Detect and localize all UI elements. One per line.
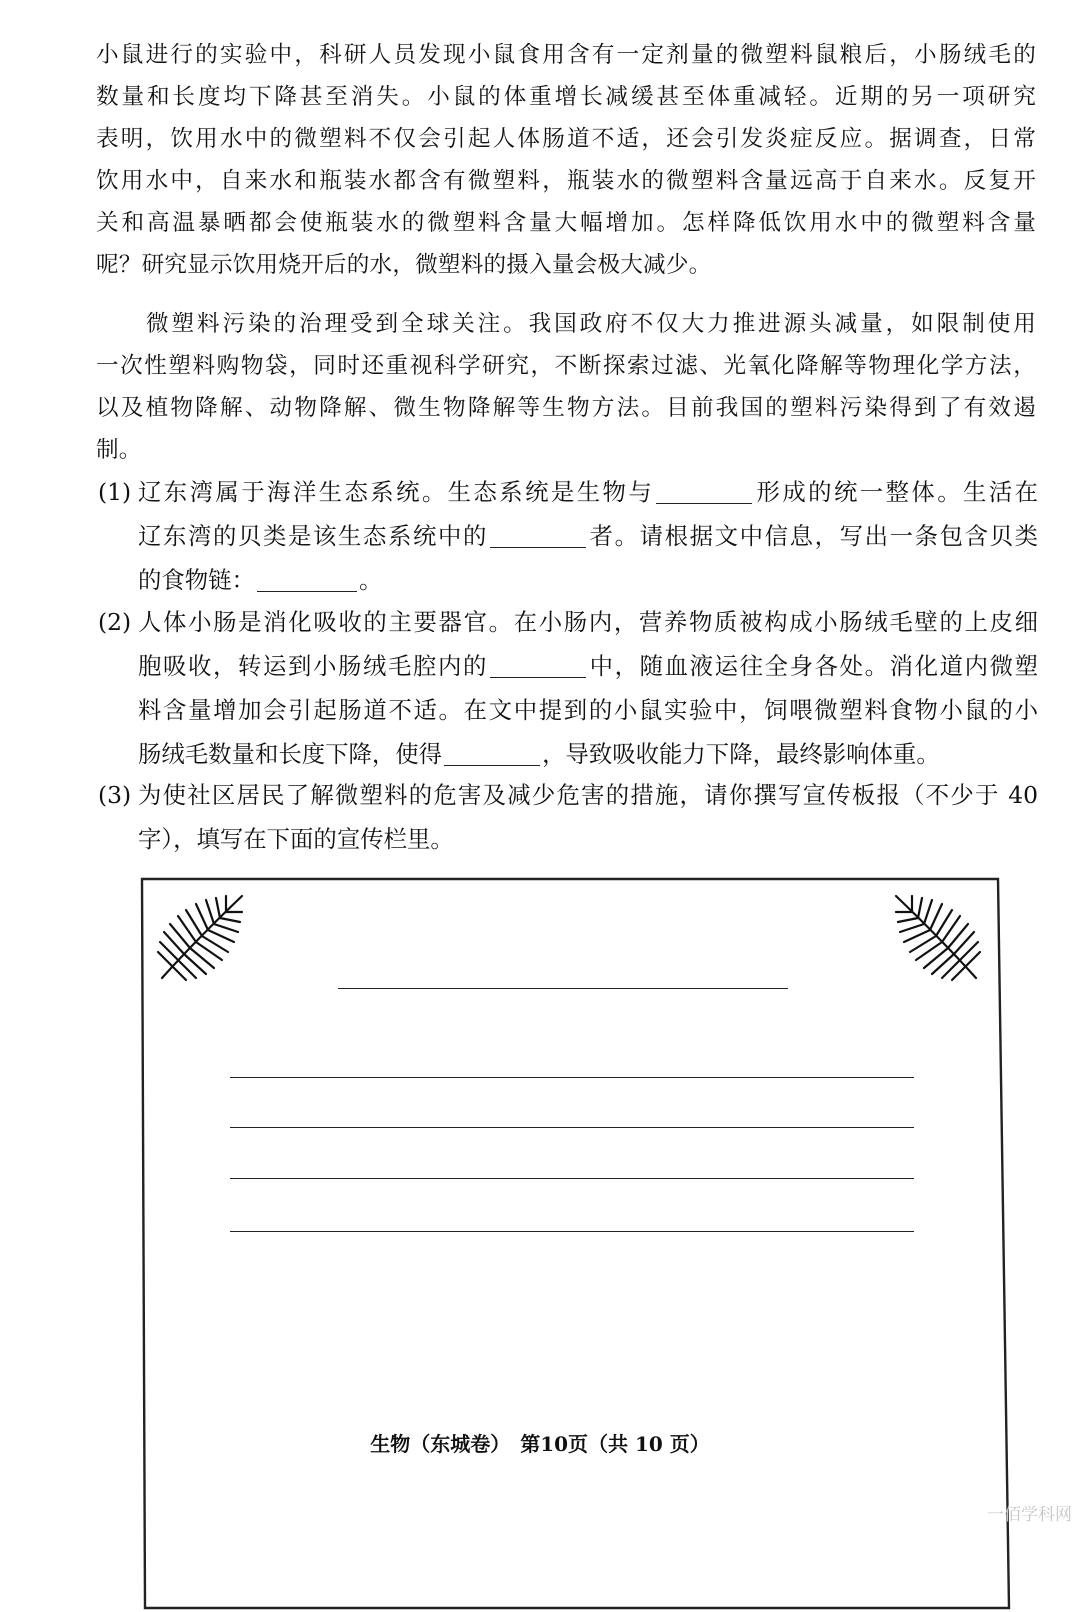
question-text: 。: [358, 566, 383, 594]
text-line: 关和高温暴晒都会使瓶装水的微塑料含量大幅增加。怎样降低饮用水中的微塑料含量: [96, 210, 1036, 236]
question-number: (1): [98, 478, 132, 506]
board-title-line[interactable]: [338, 988, 788, 989]
passage-paragraph-1: [96, 34, 1036, 286]
question-2: [98, 600, 1038, 776]
question-text: 中，随血液运往全身各处。消化道内微塑: [588, 652, 1038, 680]
question-text: 肠绒毛数量和长度下降，使得: [138, 740, 443, 768]
question-text: 胞吸收，转运到小肠绒毛腔内的: [138, 652, 488, 680]
text-line: 微塑料污染的治理受到全球关注。我国政府不仅大力推进源头减量，如限制使用: [146, 311, 1036, 337]
text-line: 制。: [96, 437, 142, 463]
board-writing-line[interactable]: [230, 1231, 914, 1232]
board-writing-line[interactable]: [230, 1178, 914, 1179]
answer-blank[interactable]: [257, 567, 357, 592]
question-text: 为使社区居民了解微塑料的危害及减少危害的措施，请你撰写宣传板报（不少于 40: [138, 781, 1038, 809]
palm-leaf-left-icon: [150, 886, 250, 986]
text-line: 呢？研究显示饮用烧开后的水，微塑料的摄入量会极大减少。: [96, 252, 712, 278]
question-text: ，导致吸收能力下降，最终影响体重。: [542, 740, 940, 768]
board-writing-line[interactable]: [230, 1127, 914, 1128]
question-1: [98, 470, 1038, 602]
text-line: 数量和长度均下降甚至消失。小鼠的体重增长减缓甚至体重减轻。近期的另一项研究: [96, 84, 1036, 110]
watermark: 一佰学科网: [987, 1505, 1072, 1525]
board-writing-line[interactable]: [230, 1077, 914, 1078]
question-text: 辽东湾属于海洋生态系统。生态系统是生物与: [138, 478, 655, 506]
question-text: 形成的统一整体。生活在: [754, 478, 1039, 506]
question-number: (3): [98, 781, 132, 809]
answer-blank[interactable]: [490, 653, 586, 678]
question-number: (2): [98, 608, 132, 636]
question-text: 字），填写在下面的宣传栏里。: [138, 825, 454, 853]
palm-leaf-right-icon: [888, 886, 988, 986]
answer-blank[interactable]: [444, 741, 540, 766]
question-text: 辽东湾的贝类是该生态系统中的: [138, 522, 488, 550]
page-footer: 生物（东城卷） 第10页（共 10 页）: [370, 1432, 710, 1456]
passage-paragraph-2: [96, 303, 1036, 471]
question-3: [98, 773, 1038, 861]
answer-blank[interactable]: [490, 523, 586, 548]
text-line: 表明，饮用水中的微塑料不仅会引起人体肠道不适，还会引发炎症反应。据调查，日常: [96, 126, 1036, 152]
question-text: 者。请根据文中信息，写出一条包含贝类: [588, 522, 1038, 550]
text-line: 以及植物降解、动物降解、微生物降解等生物方法。目前我国的塑料污染得到了有效遏: [96, 395, 1036, 421]
question-text: 的食物链：: [138, 566, 255, 594]
publicity-board: [140, 876, 1012, 1612]
question-text: 料含量增加会引起肠道不适。在文中提到的小鼠实验中，饲喂微塑料食物小鼠的小: [138, 696, 1038, 724]
text-line: 一次性塑料购物袋，同时还重视科学研究，不断探索过滤、光氧化降解等物理化学方法，: [96, 353, 1036, 379]
text-line: 小鼠进行的实验中，科研人员发现小鼠食用含有一定剂量的微塑料鼠粮后，小肠绒毛的: [96, 42, 1036, 68]
text-line: 饮用水中，自来水和瓶装水都含有微塑料，瓶装水的微塑料含量远高于自来水。反复开: [96, 168, 1036, 194]
question-text: 人体小肠是消化吸收的主要器官。在小肠内，营养物质被构成小肠绒毛壁的上皮细: [138, 608, 1038, 636]
answer-blank[interactable]: [656, 479, 752, 504]
